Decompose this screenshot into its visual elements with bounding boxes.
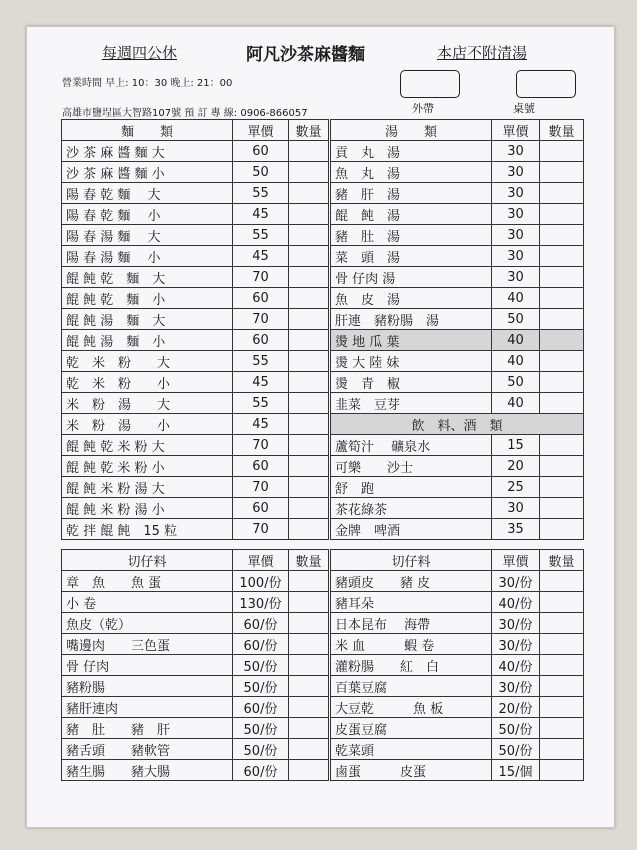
item-price: 30 xyxy=(492,141,540,162)
column-header-quantity: 數量 xyxy=(289,550,329,571)
quantity-cell[interactable] xyxy=(540,309,584,330)
quantity-cell[interactable] xyxy=(289,225,329,246)
item-price: 45 xyxy=(233,414,289,435)
item-price: 50 xyxy=(233,162,289,183)
item-name: 陽 春 湯 麵 小 xyxy=(62,246,233,267)
item-name: 乾 米 粉 大 xyxy=(62,351,233,372)
item-name: 餛 飩 湯 麵 大 xyxy=(62,309,233,330)
item-price: 60 xyxy=(233,456,289,477)
item-name: 肝連 豬粉腸 湯 xyxy=(331,309,492,330)
item-name: 陽 春 乾 麵 小 xyxy=(62,204,233,225)
item-price: 40 xyxy=(492,330,540,351)
item-price: 60 xyxy=(233,141,289,162)
quantity-cell[interactable] xyxy=(289,697,329,718)
noodles-table xyxy=(61,119,329,540)
item-name: 豬頭皮 豬 皮 xyxy=(331,571,492,592)
table-header-row xyxy=(62,120,329,141)
item-name: 米 血 蝦 卷 xyxy=(331,634,492,655)
item-name: 豬耳朵 xyxy=(331,592,492,613)
sides-left-table xyxy=(61,549,329,781)
item-price: 30/份 xyxy=(492,571,540,592)
quantity-cell[interactable] xyxy=(289,267,329,288)
item-name: 骨 仔肉 xyxy=(62,655,233,676)
quantity-cell[interactable] xyxy=(540,330,584,351)
item-price: 50/份 xyxy=(492,739,540,760)
item-name: 豬 肚 湯 xyxy=(331,225,492,246)
item-name: 豬肝連肉 xyxy=(62,697,233,718)
table-row xyxy=(62,246,329,267)
table-row xyxy=(62,288,329,309)
item-price: 55 xyxy=(233,351,289,372)
quantity-cell[interactable] xyxy=(289,739,329,760)
item-name: 豬粉腸 xyxy=(62,676,233,697)
item-price: 20 xyxy=(492,456,540,477)
table-row xyxy=(62,676,329,697)
table-row xyxy=(331,393,584,414)
item-name: 大豆乾 魚 板 xyxy=(331,697,492,718)
item-name: 乾 米 粉 小 xyxy=(62,372,233,393)
quantity-cell[interactable] xyxy=(540,477,584,498)
quantity-cell[interactable] xyxy=(540,655,584,676)
item-price: 40/份 xyxy=(492,655,540,676)
table-row xyxy=(331,498,584,519)
table-row xyxy=(331,309,584,330)
table-row xyxy=(331,655,584,676)
item-name: 乾 拌 餛 飩 15 粒 xyxy=(62,519,233,540)
item-price: 70 xyxy=(233,477,289,498)
quantity-cell[interactable] xyxy=(540,288,584,309)
item-name: 章 魚 魚 蛋 xyxy=(62,571,233,592)
item-price: 55 xyxy=(233,183,289,204)
quantity-cell[interactable] xyxy=(540,393,584,414)
table-row xyxy=(62,477,329,498)
quantity-cell[interactable] xyxy=(540,760,584,781)
item-name: 米 粉 湯 小 xyxy=(62,414,233,435)
item-name: 蘆筍汁 礦泉水 xyxy=(331,435,492,456)
table-row xyxy=(62,393,329,414)
takeout-box[interactable] xyxy=(400,70,460,98)
item-name: 茶花綠茶 xyxy=(331,498,492,519)
table-row xyxy=(62,267,329,288)
table-row xyxy=(62,141,329,162)
item-price: 50/份 xyxy=(492,718,540,739)
quantity-cell[interactable] xyxy=(289,246,329,267)
column-header-quantity: 數量 xyxy=(540,120,584,141)
table-row xyxy=(331,435,584,456)
quantity-cell[interactable] xyxy=(289,477,329,498)
item-price: 100/份 xyxy=(233,571,289,592)
table-row xyxy=(62,309,329,330)
table-row xyxy=(62,592,329,613)
table-row xyxy=(62,351,329,372)
quantity-cell[interactable] xyxy=(289,162,329,183)
table-row xyxy=(62,634,329,655)
item-name: 沙 茶 麻 醬 麵 小 xyxy=(62,162,233,183)
quantity-cell[interactable] xyxy=(540,225,584,246)
quantity-cell[interactable] xyxy=(289,456,329,477)
item-name: 乾菜頭 xyxy=(331,739,492,760)
item-name: 皮蛋豆腐 xyxy=(331,718,492,739)
item-price: 45 xyxy=(233,246,289,267)
column-header-quantity: 數量 xyxy=(289,120,329,141)
quantity-cell[interactable] xyxy=(289,435,329,456)
quantity-cell[interactable] xyxy=(289,309,329,330)
column-header-item: 麵 類 xyxy=(62,120,233,141)
item-name: 韭菜 豆芽 xyxy=(331,393,492,414)
item-name: 沙 茶 麻 醬 麵 大 xyxy=(62,141,233,162)
quantity-cell[interactable] xyxy=(540,676,584,697)
table-row xyxy=(331,519,584,540)
quantity-cell[interactable] xyxy=(540,697,584,718)
item-name: 豬 肝 湯 xyxy=(331,183,492,204)
no-soup-notice: 本店不附清湯 xyxy=(437,44,528,62)
item-price: 30 xyxy=(492,225,540,246)
item-price: 70 xyxy=(233,435,289,456)
item-price: 30/份 xyxy=(492,613,540,634)
sides-right-table xyxy=(330,549,584,781)
column-header-price: 單價 xyxy=(233,550,289,571)
table-row xyxy=(62,739,329,760)
table-row xyxy=(331,477,584,498)
quantity-cell[interactable] xyxy=(540,634,584,655)
item-price: 30 xyxy=(492,204,540,225)
item-price: 30/份 xyxy=(492,634,540,655)
quantity-cell[interactable] xyxy=(540,571,584,592)
quantity-cell[interactable] xyxy=(540,456,584,477)
item-name: 豬生腸 豬大腸 xyxy=(62,760,233,781)
quantity-cell[interactable] xyxy=(289,571,329,592)
column-header-price: 單價 xyxy=(492,120,540,141)
item-name: 魚 皮 湯 xyxy=(331,288,492,309)
table-row xyxy=(62,183,329,204)
item-price: 50/份 xyxy=(233,739,289,760)
item-price: 40 xyxy=(492,393,540,414)
item-name: 骨 仔肉 湯 xyxy=(331,267,492,288)
soups-drinks-table xyxy=(330,119,584,540)
table-row xyxy=(62,571,329,592)
table-row xyxy=(331,288,584,309)
item-name: 貢 丸 湯 xyxy=(331,141,492,162)
column-header-item: 切仔料 xyxy=(62,550,233,571)
quantity-cell[interactable] xyxy=(289,592,329,613)
item-name: 豬 肚 豬 肝 xyxy=(62,718,233,739)
item-price: 50 xyxy=(492,372,540,393)
quantity-cell[interactable] xyxy=(289,204,329,225)
quantity-cell[interactable] xyxy=(540,372,584,393)
quantity-cell[interactable] xyxy=(289,393,329,414)
item-price: 40 xyxy=(492,351,540,372)
table-row xyxy=(62,718,329,739)
quantity-cell[interactable] xyxy=(289,655,329,676)
table-row xyxy=(331,592,584,613)
item-price: 60/份 xyxy=(233,697,289,718)
item-name: 陽 春 乾 麵 大 xyxy=(62,183,233,204)
table-row xyxy=(62,760,329,781)
item-price: 130/份 xyxy=(233,592,289,613)
quantity-cell[interactable] xyxy=(540,351,584,372)
table-row xyxy=(331,246,584,267)
quantity-cell[interactable] xyxy=(289,519,329,540)
item-name: 日本昆布 海帶 xyxy=(331,613,492,634)
quantity-cell[interactable] xyxy=(289,634,329,655)
table-row xyxy=(331,141,584,162)
item-price: 70 xyxy=(233,309,289,330)
item-price: 30 xyxy=(492,498,540,519)
item-price: 60 xyxy=(233,288,289,309)
item-name: 嘴邊肉 三色蛋 xyxy=(62,634,233,655)
item-name: 鹵蛋 皮蛋 xyxy=(331,760,492,781)
quantity-cell[interactable] xyxy=(540,613,584,634)
item-name: 燙 地 瓜 葉 xyxy=(331,330,492,351)
table-row xyxy=(331,697,584,718)
table-row xyxy=(331,613,584,634)
table-row xyxy=(62,414,329,435)
item-price: 20/份 xyxy=(492,697,540,718)
item-price: 30 xyxy=(492,246,540,267)
quantity-cell[interactable] xyxy=(289,372,329,393)
item-name: 百葉豆腐 xyxy=(331,676,492,697)
column-header-price: 單價 xyxy=(492,550,540,571)
quantity-cell[interactable] xyxy=(289,330,329,351)
table-row xyxy=(62,162,329,183)
item-name: 灌粉腸 紅 白 xyxy=(331,655,492,676)
quantity-cell[interactable] xyxy=(540,141,584,162)
item-price: 30 xyxy=(492,267,540,288)
table-row xyxy=(331,676,584,697)
item-price: 60/份 xyxy=(233,634,289,655)
item-price: 30/份 xyxy=(492,676,540,697)
table-row xyxy=(62,655,329,676)
item-price: 40 xyxy=(492,288,540,309)
item-price: 50 xyxy=(492,309,540,330)
item-price: 50/份 xyxy=(233,718,289,739)
table-number-box[interactable] xyxy=(516,70,576,98)
quantity-cell[interactable] xyxy=(289,183,329,204)
quantity-cell[interactable] xyxy=(540,519,584,540)
item-name: 米 粉 湯 大 xyxy=(62,393,233,414)
item-price: 70 xyxy=(233,267,289,288)
table-row xyxy=(62,697,329,718)
item-price: 60/份 xyxy=(233,760,289,781)
table-header-row xyxy=(62,550,329,571)
item-name: 可樂 沙士 xyxy=(331,456,492,477)
quantity-cell[interactable] xyxy=(540,267,584,288)
closed-day-notice: 每週四公休 xyxy=(102,44,178,62)
quantity-cell[interactable] xyxy=(289,760,329,781)
table-row xyxy=(331,183,584,204)
item-name: 餛 飩 米 粉 湯 大 xyxy=(62,477,233,498)
item-name: 餛 飩 乾 麵 小 xyxy=(62,288,233,309)
quantity-cell[interactable] xyxy=(540,435,584,456)
quantity-cell[interactable] xyxy=(289,414,329,435)
item-name: 小 卷 xyxy=(62,592,233,613)
table-row xyxy=(62,435,329,456)
item-name: 餛 飩 乾 麵 大 xyxy=(62,267,233,288)
item-name: 餛 飩 乾 米 粉 小 xyxy=(62,456,233,477)
quantity-cell[interactable] xyxy=(289,141,329,162)
quantity-cell[interactable] xyxy=(289,498,329,519)
table-row xyxy=(62,225,329,246)
item-price: 40/份 xyxy=(492,592,540,613)
quantity-cell[interactable] xyxy=(289,676,329,697)
table-row xyxy=(331,330,584,351)
item-price: 60/份 xyxy=(233,613,289,634)
quantity-cell[interactable] xyxy=(540,592,584,613)
table-row xyxy=(62,613,329,634)
table-number-label: 桌號 xyxy=(513,102,535,115)
item-name: 豬舌頭 豬軟管 xyxy=(62,739,233,760)
table-header-row xyxy=(331,550,584,571)
quantity-cell[interactable] xyxy=(540,162,584,183)
item-price: 45 xyxy=(233,372,289,393)
item-price: 25 xyxy=(492,477,540,498)
table-row xyxy=(62,519,329,540)
item-price: 15/個 xyxy=(492,760,540,781)
quantity-cell[interactable] xyxy=(540,246,584,267)
takeout-label: 外帶 xyxy=(412,102,434,115)
business-hours: 營業時間 早上: 10：30 晚上: 21：00 xyxy=(62,78,233,89)
item-price: 55 xyxy=(233,225,289,246)
item-price: 35 xyxy=(492,519,540,540)
table-row xyxy=(62,204,329,225)
item-price: 30 xyxy=(492,162,540,183)
table-row xyxy=(331,225,584,246)
item-price: 70 xyxy=(233,519,289,540)
item-name: 餛 飩 米 粉 湯 小 xyxy=(62,498,233,519)
column-header-item: 湯 類 xyxy=(331,120,492,141)
item-price: 50/份 xyxy=(233,676,289,697)
column-header-price: 單價 xyxy=(233,120,289,141)
table-row xyxy=(62,330,329,351)
table-row xyxy=(62,456,329,477)
quantity-cell[interactable] xyxy=(289,718,329,739)
item-price: 50/份 xyxy=(233,655,289,676)
table-row xyxy=(62,498,329,519)
item-name: 魚 丸 湯 xyxy=(331,162,492,183)
table-header-row xyxy=(331,120,584,141)
quantity-cell[interactable] xyxy=(540,204,584,225)
quantity-cell[interactable] xyxy=(289,351,329,372)
table-row xyxy=(331,571,584,592)
item-price: 60 xyxy=(233,498,289,519)
item-price: 60 xyxy=(233,330,289,351)
item-name: 餛 飩 湯 麵 小 xyxy=(62,330,233,351)
item-name: 餛 飩 湯 xyxy=(331,204,492,225)
column-header-item: 切仔料 xyxy=(331,550,492,571)
table-row xyxy=(331,718,584,739)
quantity-cell[interactable] xyxy=(289,613,329,634)
table-row xyxy=(331,760,584,781)
column-header-quantity: 數量 xyxy=(540,550,584,571)
drinks-section-header xyxy=(331,414,584,435)
table-row xyxy=(62,372,329,393)
table-row xyxy=(331,634,584,655)
quantity-cell[interactable] xyxy=(540,183,584,204)
item-price: 45 xyxy=(233,204,289,225)
item-price: 15 xyxy=(492,435,540,456)
item-name: 金牌 啤酒 xyxy=(331,519,492,540)
item-name: 燙 大 陸 妹 xyxy=(331,351,492,372)
table-row xyxy=(331,162,584,183)
item-price: 30 xyxy=(492,183,540,204)
table-row xyxy=(331,456,584,477)
item-name: 餛 飩 乾 米 粉 大 xyxy=(62,435,233,456)
item-name: 燙 青 椒 xyxy=(331,372,492,393)
quantity-cell[interactable] xyxy=(540,718,584,739)
table-row xyxy=(331,739,584,760)
item-name: 魚皮（乾） xyxy=(62,613,233,634)
quantity-cell[interactable] xyxy=(540,739,584,760)
item-name: 舒 跑 xyxy=(331,477,492,498)
table-row xyxy=(331,372,584,393)
table-row xyxy=(331,267,584,288)
item-name: 菜 頭 湯 xyxy=(331,246,492,267)
table-row xyxy=(331,204,584,225)
shop-name-title: 阿凡沙茶麻醬麵 xyxy=(246,45,365,65)
drinks-header-label: 飲 料、酒 類 xyxy=(331,414,584,435)
address-phone: 高雄市鹽埕區大智路107號 預 訂 專 線: 0906-866057 xyxy=(62,108,308,119)
table-row xyxy=(331,351,584,372)
item-name: 陽 春 湯 麵 大 xyxy=(62,225,233,246)
quantity-cell[interactable] xyxy=(289,288,329,309)
quantity-cell[interactable] xyxy=(540,498,584,519)
item-price: 55 xyxy=(233,393,289,414)
